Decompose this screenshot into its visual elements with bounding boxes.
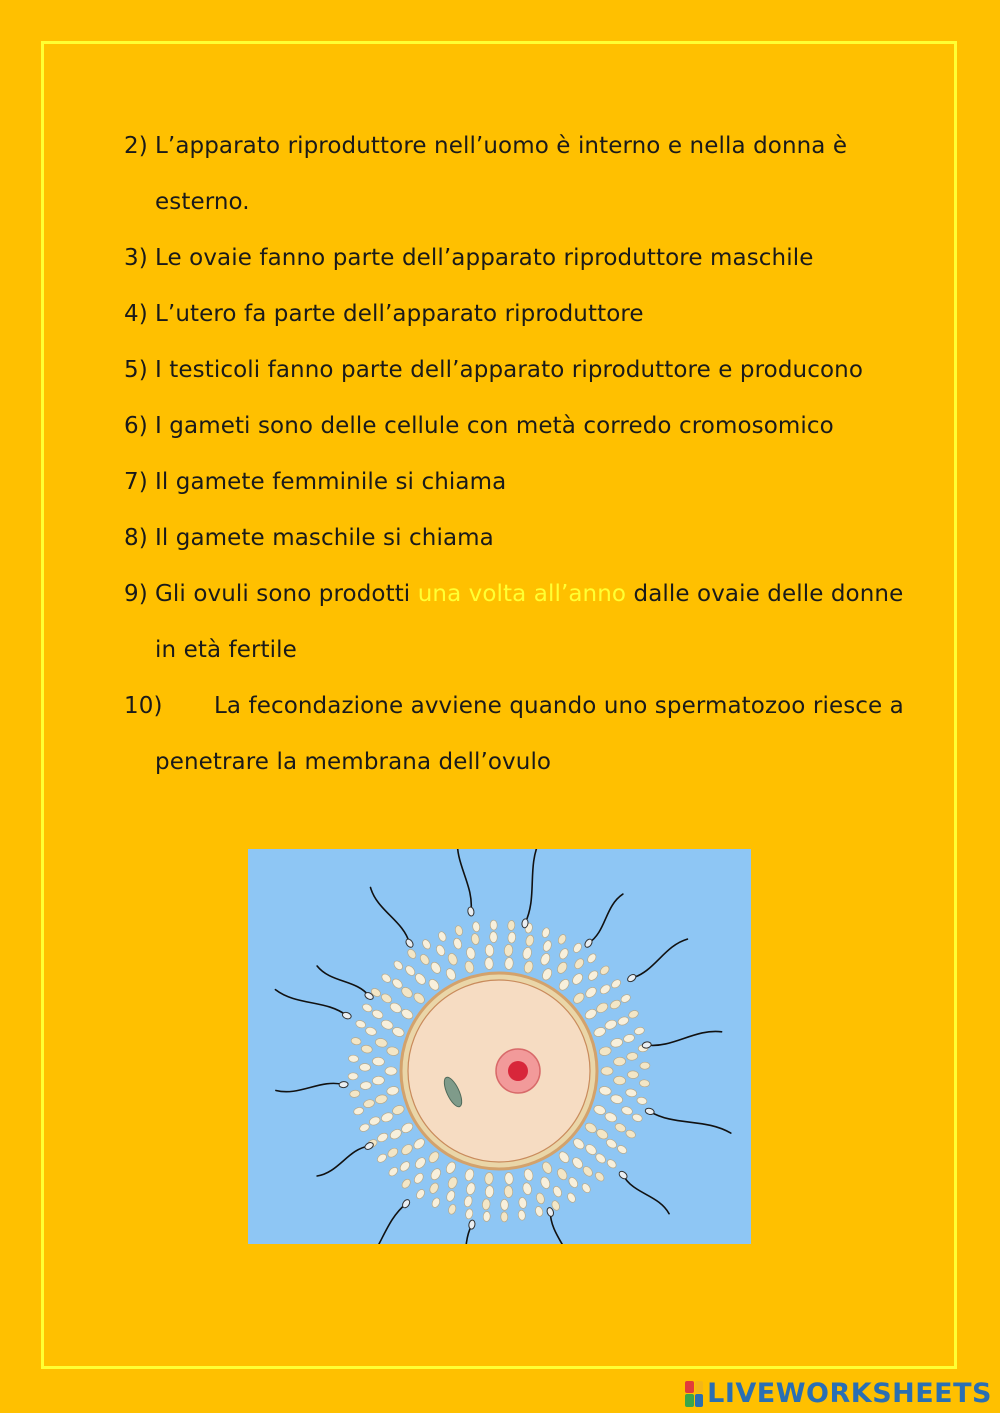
fertilization-illustration	[248, 849, 751, 1244]
corona-cell	[640, 1062, 650, 1069]
item-text: I gameti sono delle cellule con metà corredo cromosomico	[155, 413, 834, 439]
list-item	[124, 398, 914, 454]
corona-cell	[359, 1063, 370, 1071]
item-number: 10)	[124, 693, 163, 719]
list-item	[124, 286, 914, 342]
highlighted-answer: una volta all’anno	[417, 581, 627, 607]
item-number: 5)	[124, 357, 148, 383]
item-text: I testicoli fanno parte dell’apparato riproduttore e producono	[155, 357, 863, 383]
item-text: Il gamete femminile si chiama	[155, 469, 507, 495]
corona-cell	[627, 1071, 638, 1079]
item-text	[124, 566, 914, 678]
list-item	[124, 510, 914, 566]
corona-cell	[501, 1212, 508, 1222]
item-text: Le ovaie fanno parte dell’apparato riproduttore maschile	[155, 245, 814, 271]
item-text: L’utero fa parte dell’apparato riproduttore	[155, 301, 644, 327]
list-item	[124, 678, 914, 790]
list-item	[124, 454, 914, 510]
corona-cell	[489, 931, 497, 942]
corona-cell	[601, 1067, 613, 1075]
list-item	[124, 118, 914, 230]
item-number: 2)	[124, 133, 148, 159]
item-text: Il gamete maschile si chiama	[155, 525, 494, 551]
watermark-text: LIVEWORKSHEETS	[707, 1378, 992, 1409]
item-number: 4)	[124, 301, 148, 327]
item-text-after: dalle ovaie delle donne in età fertile	[155, 581, 904, 663]
item-text: L’apparato riproduttore nell’uomo è interno e nella donna è esterno.	[155, 133, 848, 215]
liveworksheets-watermark	[685, 1378, 992, 1409]
item-number: 7)	[124, 469, 148, 495]
item-number: 3)	[124, 245, 148, 271]
corona-cell	[500, 1199, 508, 1210]
statement-list	[124, 118, 914, 790]
liveworksheets-logo-icon	[685, 1381, 703, 1407]
list-item	[124, 342, 914, 398]
list-item	[124, 230, 914, 286]
egg-nucleolus	[508, 1061, 528, 1081]
corona-cell	[348, 1073, 358, 1080]
corona-cell	[490, 920, 497, 930]
item-text-before: Gli ovuli sono prodotti	[155, 581, 418, 607]
item-text: La fecondazione avviene quando uno spermatozoo riesce a penetrare la membrana dell’ovulo	[155, 693, 904, 775]
list-item	[124, 566, 914, 678]
item-number: 9)	[124, 581, 148, 607]
sperm-head	[339, 1081, 348, 1088]
item-number: 6)	[124, 413, 148, 439]
item-number: 8)	[124, 525, 148, 551]
corona-cell	[385, 1067, 397, 1075]
